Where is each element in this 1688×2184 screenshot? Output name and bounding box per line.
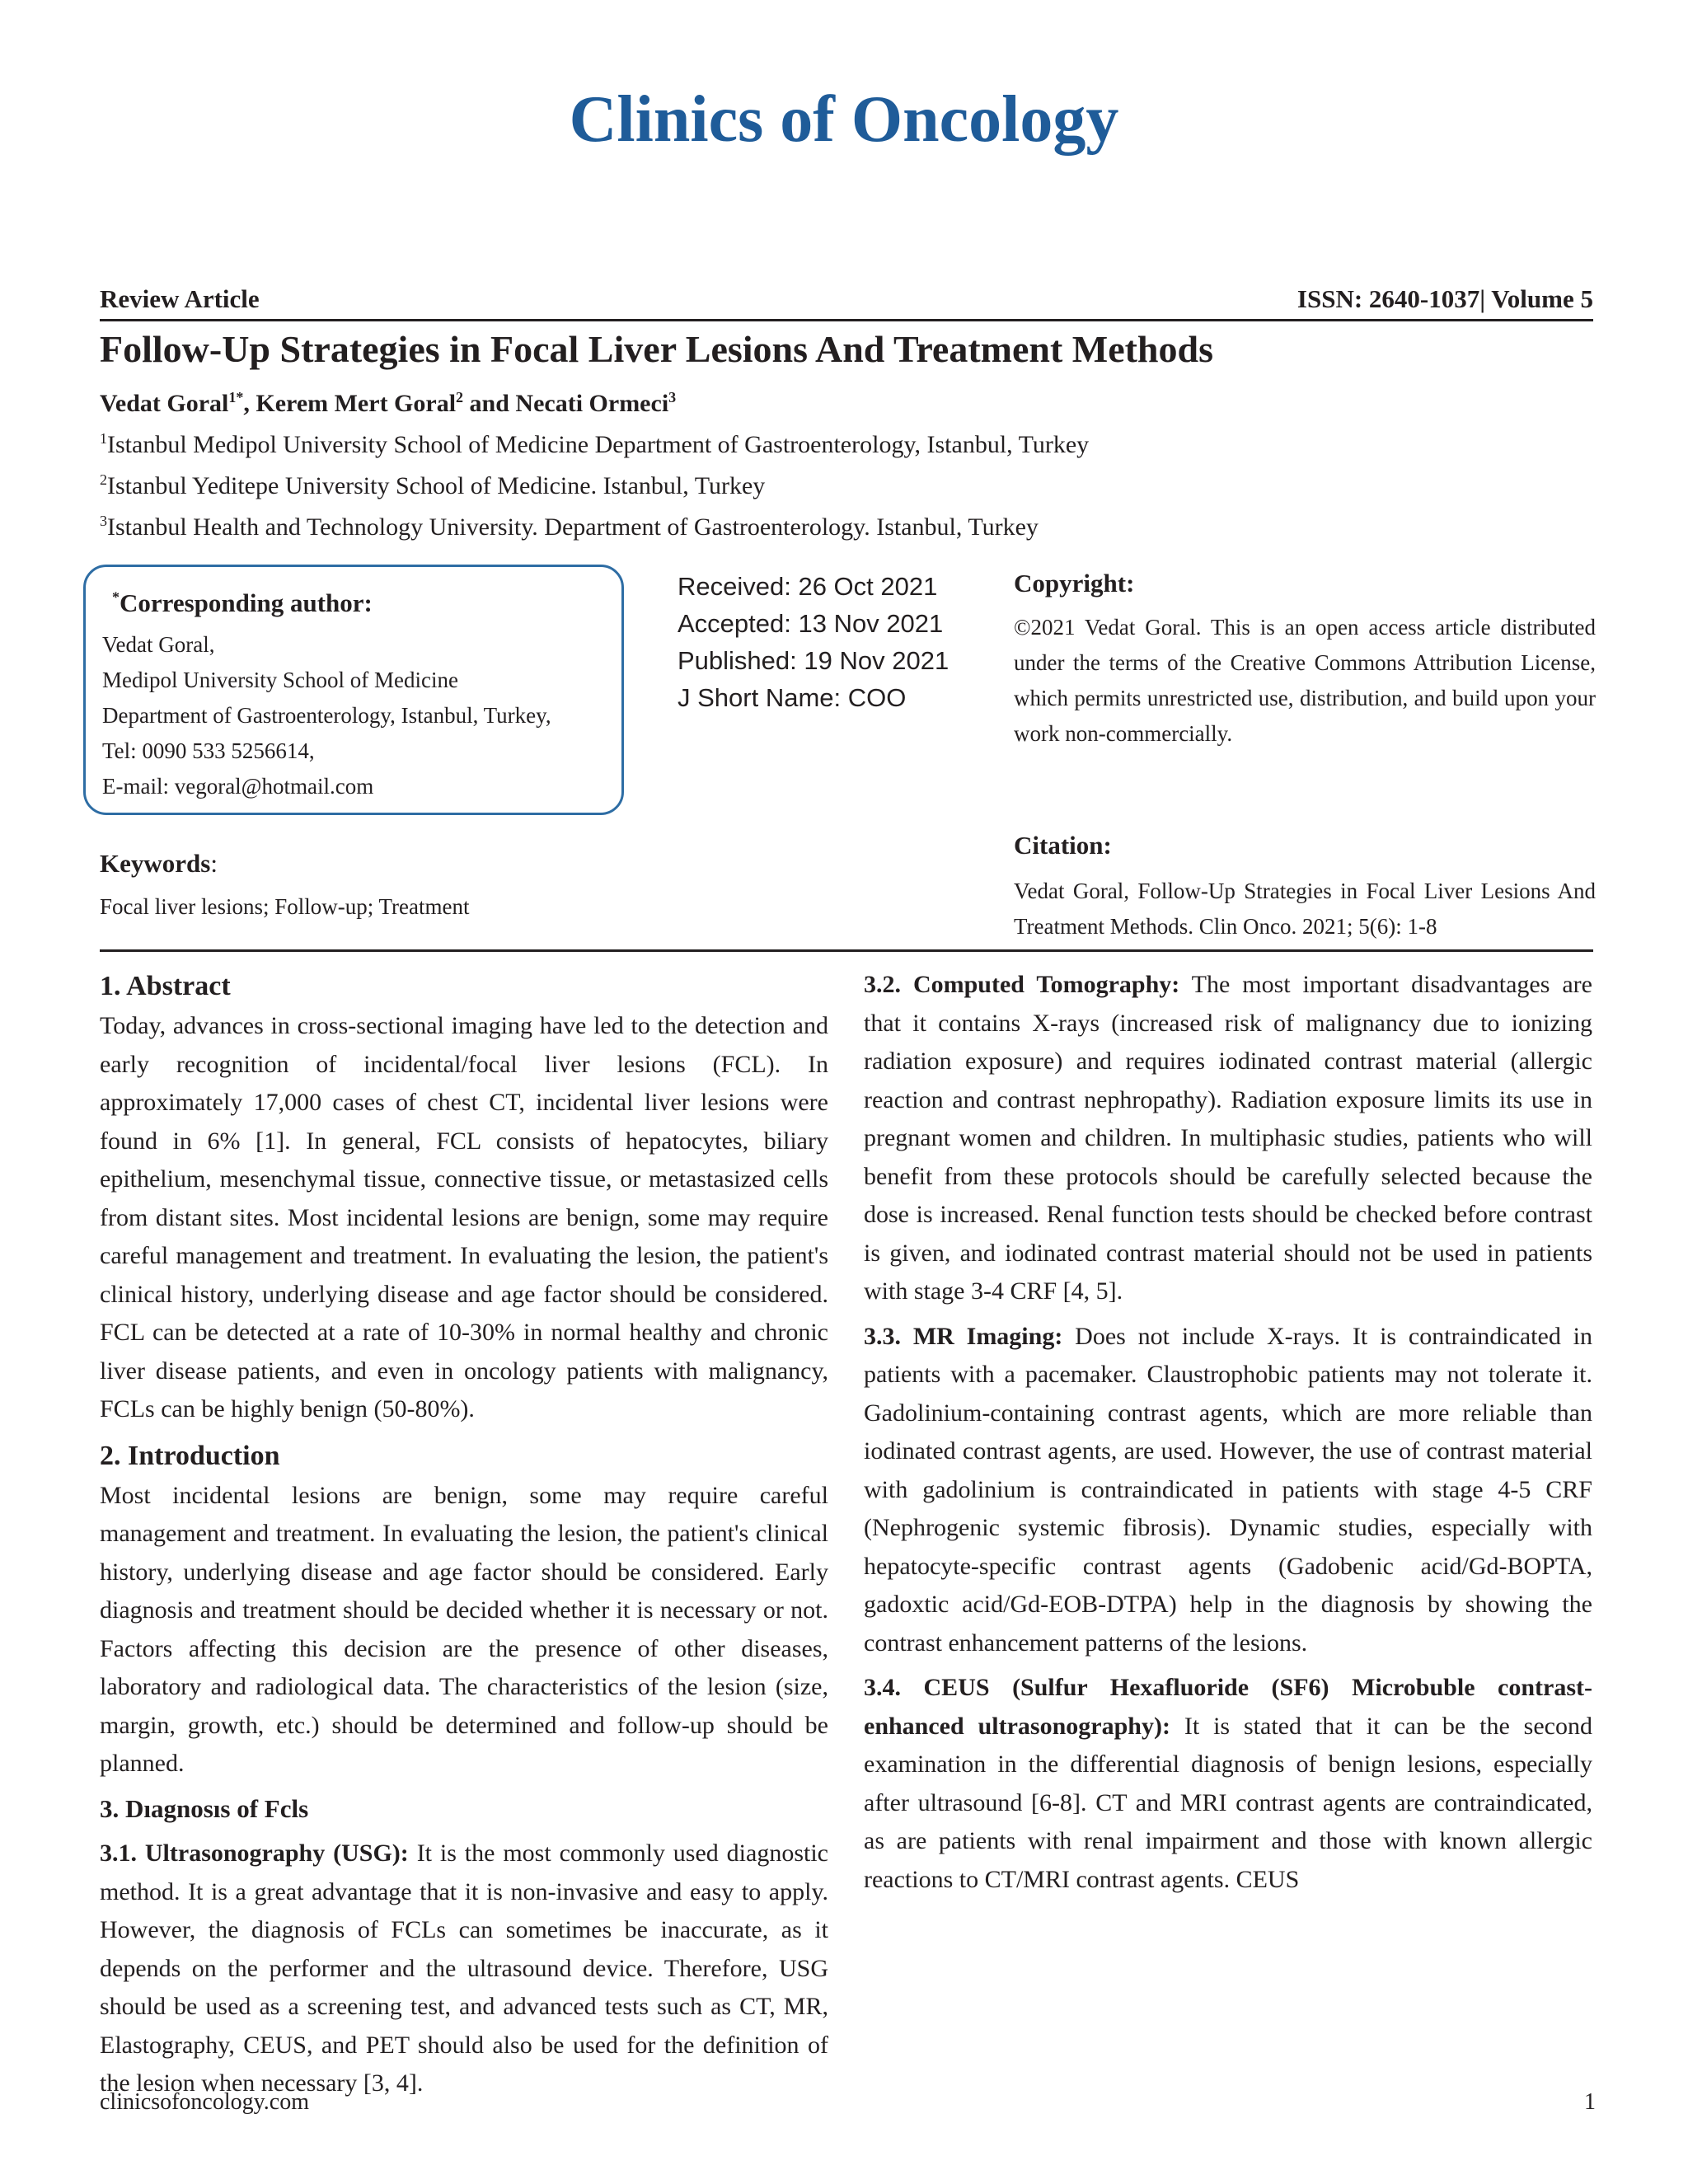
affiliation-text: Istanbul Yeditepe University School of Medicine. Istanbul, Turkey	[107, 472, 766, 499]
affiliation-text: Istanbul Health and Technology University. Department of Gastroenterology. Istanbul, Turkey	[107, 513, 1039, 541]
author-name: Vedat Goral	[100, 390, 229, 417]
issn-volume: ISSN: 2640-1037| Volume 5	[1296, 284, 1593, 313]
abstract-heading: 1. Abstract	[100, 971, 231, 1001]
ct-heading: 3.2. Computed Tomography:	[864, 971, 1180, 998]
section-divider	[100, 949, 1593, 952]
affiliation-text: Istanbul Medipol University School of Medicine Department of Gastroenterology, Istanbul, Turkey	[107, 431, 1090, 458]
usg-text: It is the most commonly used diagnostic method. It is a great advantage that it is non-invasive and easy to apply. However, the diagnosis of FCLs can sometimes be inaccurate, as it depends on the performer and the ultrasound device. Therefore, USG should be used as a screening test, and advanced tests such as CT, MR, Elastography, CEUS, and PET should also be used for the definition of the lesion when necessary [3, 4].	[100, 1840, 828, 2097]
author-separator: and	[463, 390, 516, 417]
ceus-text: It is stated that it can be the second examination in the differential diagnosis of benign lesions, especially after ultrasound [6-8]. CT and MRI contrast agents are contraindicated, as are patients with renal impairment and those with known allergic reactions to CT/MRI contrast agents. CEUS	[864, 1712, 1592, 1893]
published-date: Published: 19 Nov 2021	[678, 646, 950, 675]
introduction-heading: 2. Introduction	[100, 1440, 280, 1471]
mr-paragraph	[864, 1318, 1592, 1663]
keywords-colon: :	[210, 849, 218, 878]
corresponding-line: Tel: 0090 533 5256614,	[102, 738, 315, 763]
affiliation	[100, 430, 1089, 459]
keywords-text: Focal liver lesions; Follow-up; Treatment	[100, 894, 470, 919]
corresponding-email: E-mail: vegoral@hotmail.com	[102, 774, 374, 799]
author-separator: ,	[243, 390, 256, 417]
affiliation	[100, 471, 765, 500]
keywords-label: Keywords	[100, 849, 211, 878]
accepted-date: Accepted: 13 Nov 2021	[678, 609, 944, 638]
abstract-text: Today, advances in cross-sectional imaging have led to the detection and early recognition of incidental/focal liver lesions (FCL). In approximately 17,000 cases of chest CT, incidental liver lesions were found in 6% [1]. In general, FCL consists of hepatocytes, biliary epithelium, mesenchymal tissue, connective tissue, or metastasized cells from distant sites. Most incidental lesions are benign, some may require careful management and treatment. In evaluating the lesion, the patient's clinical history, underlying disease and age factor should be considered. FCL can be detected at a rate of 10-30% in normal healthy and chronic liver disease patients, and even in oncology patients with malignancy, FCLs can be highly benign (50-80%).	[100, 1012, 828, 1422]
copyright-heading: Copyright:	[1014, 569, 1135, 598]
corresponding-author-box	[83, 565, 624, 815]
corresponding-line: Medipol University School of Medicine	[102, 668, 458, 692]
introduction-text: Most incidental lesions are benign, some may require careful management and treatment. In evaluating the lesion, the patient's clinical history, underlying disease and age factor should be considered. Early diagnosis and treatment should be decided whether it is necessary or not. Factors affecting this decision are the presence of other diseases, laboratory and radiological data. The characteristics of the lesion (size, margin, growth, etc.) should be determined and follow-up should be planned.	[100, 1481, 828, 1777]
author-name: Necati Ormeci	[515, 390, 669, 417]
author-list	[100, 389, 676, 418]
author-affiliation-mark: 1*	[228, 389, 244, 405]
mr-heading: 3.3. MR Imaging:	[864, 1322, 1063, 1350]
corresponding-star: *	[112, 588, 120, 606]
footer-website: clinicsofoncology.com	[100, 2089, 310, 2115]
corresponding-line: Department of Gastroenterology, Istanbul, Turkey,	[102, 703, 551, 728]
page-number: 1	[1584, 2089, 1596, 2115]
article-title: Follow-Up Strategies in Focal Liver Lesions And Treatment Methods	[100, 328, 1214, 370]
ceus-paragraph	[864, 1669, 1592, 1899]
mr-text: Does not include X-rays. It is contraindicated in patients with a pacemaker. Claustrophobic patients may not tolerate it. Gadolinium-containing contrast agents, which are more reliable than iodinated contrast agents, are used. However, the use of contrast material with gadolinium is contraindicated in patients with stage 4-5 CRF (Nephrogenic systemic fibrosis). Dynamic studies, especially with hepatocyte-specific contrast agents (Gadobenic acid/Gd-BOPTA, gadoxtic acid/Gd-EOB-DTPA) help in the diagnosis by showing the contrast enhancement patterns of the lesions.	[864, 1322, 1592, 1657]
affiliation-number: 1	[100, 430, 107, 447]
diagnosis-heading: 3. Dıagnosıs of Fcls	[100, 1793, 309, 1823]
article-type: Review Article	[100, 284, 260, 313]
author-name: Kerem Mert Goral	[256, 390, 457, 417]
author-affiliation-mark: 2	[456, 389, 464, 405]
copyright-text: ©2021 Vedat Goral. This is an open access article distributed under the terms of the Creative Commons Attribution License, which permits unrestricted use, distribution, and build upon your work non-commercially.	[1014, 615, 1596, 746]
usg-paragraph	[100, 1835, 828, 2103]
citation-text: Vedat Goral, Follow-Up Strategies in Focal Liver Lesions And Treatment Methods. Clin Onco. 2021; 5(6): 1-8	[1014, 879, 1596, 939]
author-affiliation-mark: 3	[668, 389, 677, 405]
journal-title: Clinics of Oncology	[569, 83, 1119, 156]
body-column-right	[864, 966, 1592, 1905]
received-date: Received: 26 Oct 2021	[678, 572, 938, 601]
affiliation	[100, 513, 1039, 541]
ceus-heading: 3.4. CEUS (Sulfur Hexafluoride (SF6) Microbuble contrast-enhanced ultrasonography):	[864, 1674, 1592, 1740]
corresponding-heading-text: Corresponding author:	[120, 588, 373, 617]
journal-short-name: J Short Name: COO	[678, 683, 907, 712]
article-header-row	[100, 283, 1593, 321]
corresponding-line: Vedat Goral,	[102, 632, 215, 657]
ct-paragraph	[864, 966, 1592, 1311]
citation-heading: Citation:	[1014, 831, 1112, 860]
ct-text: The most important disadvantages are that it contains X-rays (increased risk of malignancy due to ionizing radiation exposure) and requires iodinated contrast material (allergic reaction and contrast nephropathy). Radiation exposure limits its use in pregnant women and children. In multiphasic studies, patients who will benefit from these protocols should be carefully selected because the dose is increased. Renal function tests should be checked before contrast is given, and iodinated contrast material should not be used in patients with stage 3-4 CRF [4, 5].	[864, 971, 1592, 1305]
affiliation-number: 3	[100, 513, 107, 529]
body-column-left	[100, 966, 828, 2110]
affiliation-number: 2	[100, 471, 107, 488]
keywords-heading	[100, 849, 218, 879]
usg-heading: 3.1. Ultrasonography (USG):	[100, 1840, 409, 1867]
corresponding-author-heading	[112, 588, 373, 618]
